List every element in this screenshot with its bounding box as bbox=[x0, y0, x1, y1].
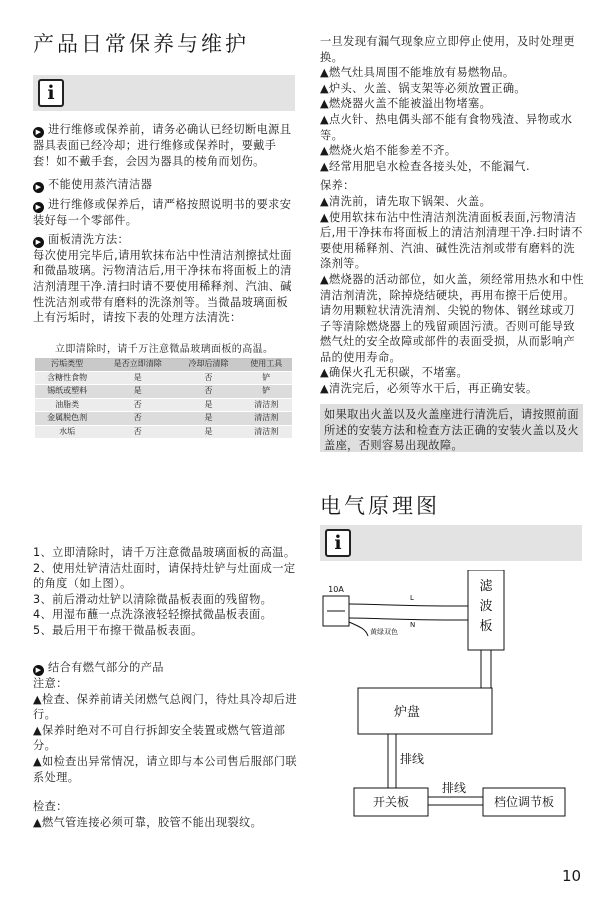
play-bullet-icon: ▶ bbox=[33, 237, 44, 248]
maint-item: ▲清洗前，请先取下锅架、火盖。 bbox=[320, 194, 492, 208]
info-bar bbox=[320, 525, 582, 561]
step-item: 4、用湿布蘸一点洗涤液轻轻擦拭微晶板表面。 bbox=[33, 608, 273, 622]
table-cell: 是 bbox=[99, 385, 176, 399]
gas-section bbox=[33, 660, 298, 830]
electrical-title: 电气原理图 bbox=[320, 494, 440, 518]
step-item: 5、最后用干布擦干微晶板表面。 bbox=[33, 623, 203, 637]
ground-label: 黄绿双色 bbox=[370, 628, 398, 636]
live-wire bbox=[349, 604, 468, 606]
table-cell: 否 bbox=[176, 371, 240, 385]
gas-heading: ▶ 结合有燃气部分的产品 bbox=[33, 660, 298, 676]
table-cell: 是 bbox=[176, 412, 240, 426]
filter-label: 滤 bbox=[479, 579, 493, 594]
table-cell: 是 bbox=[176, 398, 240, 412]
play-bullet-icon: ▶ bbox=[33, 127, 44, 138]
check-label: 检查： bbox=[33, 800, 68, 814]
table-cell: 含糖性食物 bbox=[35, 371, 99, 385]
table-header-row bbox=[35, 358, 292, 371]
step-item: 3、前后滑动灶铲以清除微晶板表面的残留物。 bbox=[33, 592, 273, 606]
wiring-diagram bbox=[318, 570, 588, 830]
step-item: 2、使用灶铲清洁灶面时，请保持灶铲与灶面成一定的角度（如上图）。 bbox=[33, 561, 296, 591]
table-cell: 铲 bbox=[241, 385, 292, 399]
check-item: ▲点火针、热电偶头部不能有食物残渣、异物或水等。 bbox=[320, 112, 573, 142]
steps-list bbox=[33, 545, 298, 639]
maint-item: ▲清洗完后，必须等水干后，再正确安装。 bbox=[320, 382, 538, 396]
table-row bbox=[35, 398, 292, 412]
maint-item: ▲确保火孔无积碳，不堵塞。 bbox=[320, 366, 469, 380]
regulator-label: 档位调节板 bbox=[493, 795, 555, 809]
check-item: ▲燃气管连接必须可靠，胶管不能出现裂纹。 bbox=[33, 815, 263, 829]
table-caption: 立即清除时，请千万注意微晶玻璃面板的高温。 bbox=[55, 344, 274, 355]
ground-wire bbox=[349, 622, 368, 636]
filter-label: 板 bbox=[479, 619, 493, 634]
gas-note: ▲保养时绝对不可自行拆卸安全装置或燃气管道部分。 bbox=[33, 723, 286, 753]
live-label: L bbox=[410, 594, 414, 602]
hob-label: 炉盘 bbox=[394, 705, 421, 720]
switch-label: 开关板 bbox=[372, 795, 410, 809]
table-cell: 油脂类 bbox=[35, 398, 99, 412]
table-cell: 否 bbox=[99, 425, 176, 439]
note-box: 如果取出火盖以及火盖座进行清洗后，请按照前面所述的安装方法和检查方法正确的安装火盖以及火盖座，否则容易出现故障。 bbox=[320, 404, 583, 452]
intro-paragraph: ▶ 进行维修或保养后，请严格按照说明书的要求安装好每一个零部件。 bbox=[33, 198, 292, 228]
check-item: 一旦发现有漏气现象应立即停止使用，及时处理更换。 bbox=[320, 35, 575, 64]
check-item: ▲经常用肥皂水检查各接头处，不能漏气. bbox=[320, 159, 530, 173]
table-cell: 锡纸或塑料 bbox=[35, 385, 99, 399]
table-row bbox=[35, 371, 292, 385]
check-item: ▲燃气灶具周围不能堆放有易燃物品。 bbox=[320, 66, 515, 80]
check-continued bbox=[320, 34, 585, 397]
gas-note: ▲如检查出异常情况，请立即与本公司售后服部门联系处理。 bbox=[33, 754, 297, 784]
step-item: 1、立即清除时，请千万注意微晶玻璃面板的高温。 bbox=[33, 546, 296, 559]
neutral-wire bbox=[349, 618, 468, 620]
hob-board bbox=[358, 688, 492, 734]
maint-item: ▲使用软抹布沾中性清洁剂洗清面板表面,污物清洁后,用干净抹布将面板上的清洁剂清理干净.扫时请不要使用稀释剂、汽油、碱性洗洁剂或带有磨料的洗涤剂等。 bbox=[320, 210, 583, 271]
maint-label: 保养： bbox=[320, 179, 355, 193]
intro-paragraph: ▶ 进行维修或保养前，请务必确认已经切断电源且器具表面已经冷却；进行维修或保养时，要戴手套！如不戴手套，会因为器具的棱角而划伤。 bbox=[33, 123, 292, 168]
table-cell: 否 bbox=[176, 385, 240, 399]
table-cell: 否 bbox=[99, 412, 176, 426]
play-bullet-icon: ▶ bbox=[33, 202, 44, 213]
table-cell: 金属脱色剂 bbox=[35, 412, 99, 426]
neutral-label: N bbox=[410, 621, 416, 629]
gas-note: ▲检查、保养前请关闭燃气总阀门，待灶具冷却后进行。 bbox=[33, 692, 297, 722]
harness-label: 排线 bbox=[400, 752, 425, 766]
table-cell: 否 bbox=[99, 398, 176, 412]
cleaning-table bbox=[35, 358, 292, 439]
check-item: ▲燃烧器火盖不能被溢出物堵塞。 bbox=[320, 97, 492, 111]
table-cell: 是 bbox=[99, 371, 176, 385]
harness-label: 排线 bbox=[442, 781, 467, 795]
maintenance-title: 产品日常保养与维护 bbox=[33, 32, 249, 56]
table-header: 使用工具 bbox=[241, 358, 292, 371]
maint-item: ▲燃烧器的活动部位，如火盖，须经常用热水和中性清洁剂清洗，除掉烧结硬块，再用布擦干后使用。请勿用颗粒状清洗清剂、尖锐的物体、钢丝球或刀子等清除燃烧器上的残留顽固污渍。否则可能导致燃气灶的安全故障或部件的表面受损，从而影响产品的使用寿命。 bbox=[320, 272, 584, 364]
table-cell: 清洁剂 bbox=[241, 425, 292, 439]
info-icon: i bbox=[38, 79, 64, 107]
table-header: 是否立即清除 bbox=[99, 358, 176, 371]
info-icon: i bbox=[325, 529, 351, 557]
table-row bbox=[35, 412, 292, 426]
check-item: ▲炉头、火盖、锅支架等必须放置正确。 bbox=[320, 81, 526, 95]
table-cell: 是 bbox=[176, 425, 240, 439]
intro-paragraph: ▶ 不能使用蒸汽清洁器 bbox=[33, 177, 296, 193]
table-header: 冷却后清除 bbox=[176, 358, 240, 371]
table-cell: 铲 bbox=[241, 371, 292, 385]
table-row bbox=[35, 385, 292, 399]
info-bar bbox=[33, 75, 295, 111]
intro-block bbox=[33, 122, 296, 326]
table-header: 污垢类型 bbox=[35, 358, 99, 371]
fuse-label: 10A bbox=[328, 585, 344, 594]
play-bullet-icon: ▶ bbox=[33, 182, 44, 193]
panel-heading: ▶ 面板清洗方法： bbox=[33, 232, 296, 248]
check-item: ▲燃烧火焰不能参差不齐。 bbox=[320, 144, 457, 158]
gas-note-label: 注意： bbox=[33, 677, 68, 690]
table-row bbox=[35, 425, 292, 439]
play-bullet-icon: ▶ bbox=[33, 665, 44, 676]
table-cell: 清洁剂 bbox=[241, 412, 292, 426]
page-number: 10 bbox=[562, 867, 582, 885]
filter-label: 波 bbox=[479, 599, 493, 614]
table-cell: 清洁剂 bbox=[241, 398, 292, 412]
panel-text: 每次使用完毕后,请用软抹布沾中性清洁剂擦拭灶面和微晶玻璃。污物清洁后,用干净抹布将面板上的清洁剂清理干净.清扫时请不要使用稀释剂、汽油、碱性洗洁剂或带有磨料的洗涤剂等。当微晶玻璃面板上有污垢时，请按下表的处理方法清洗： bbox=[33, 248, 292, 325]
table-cell: 水垢 bbox=[35, 425, 99, 439]
